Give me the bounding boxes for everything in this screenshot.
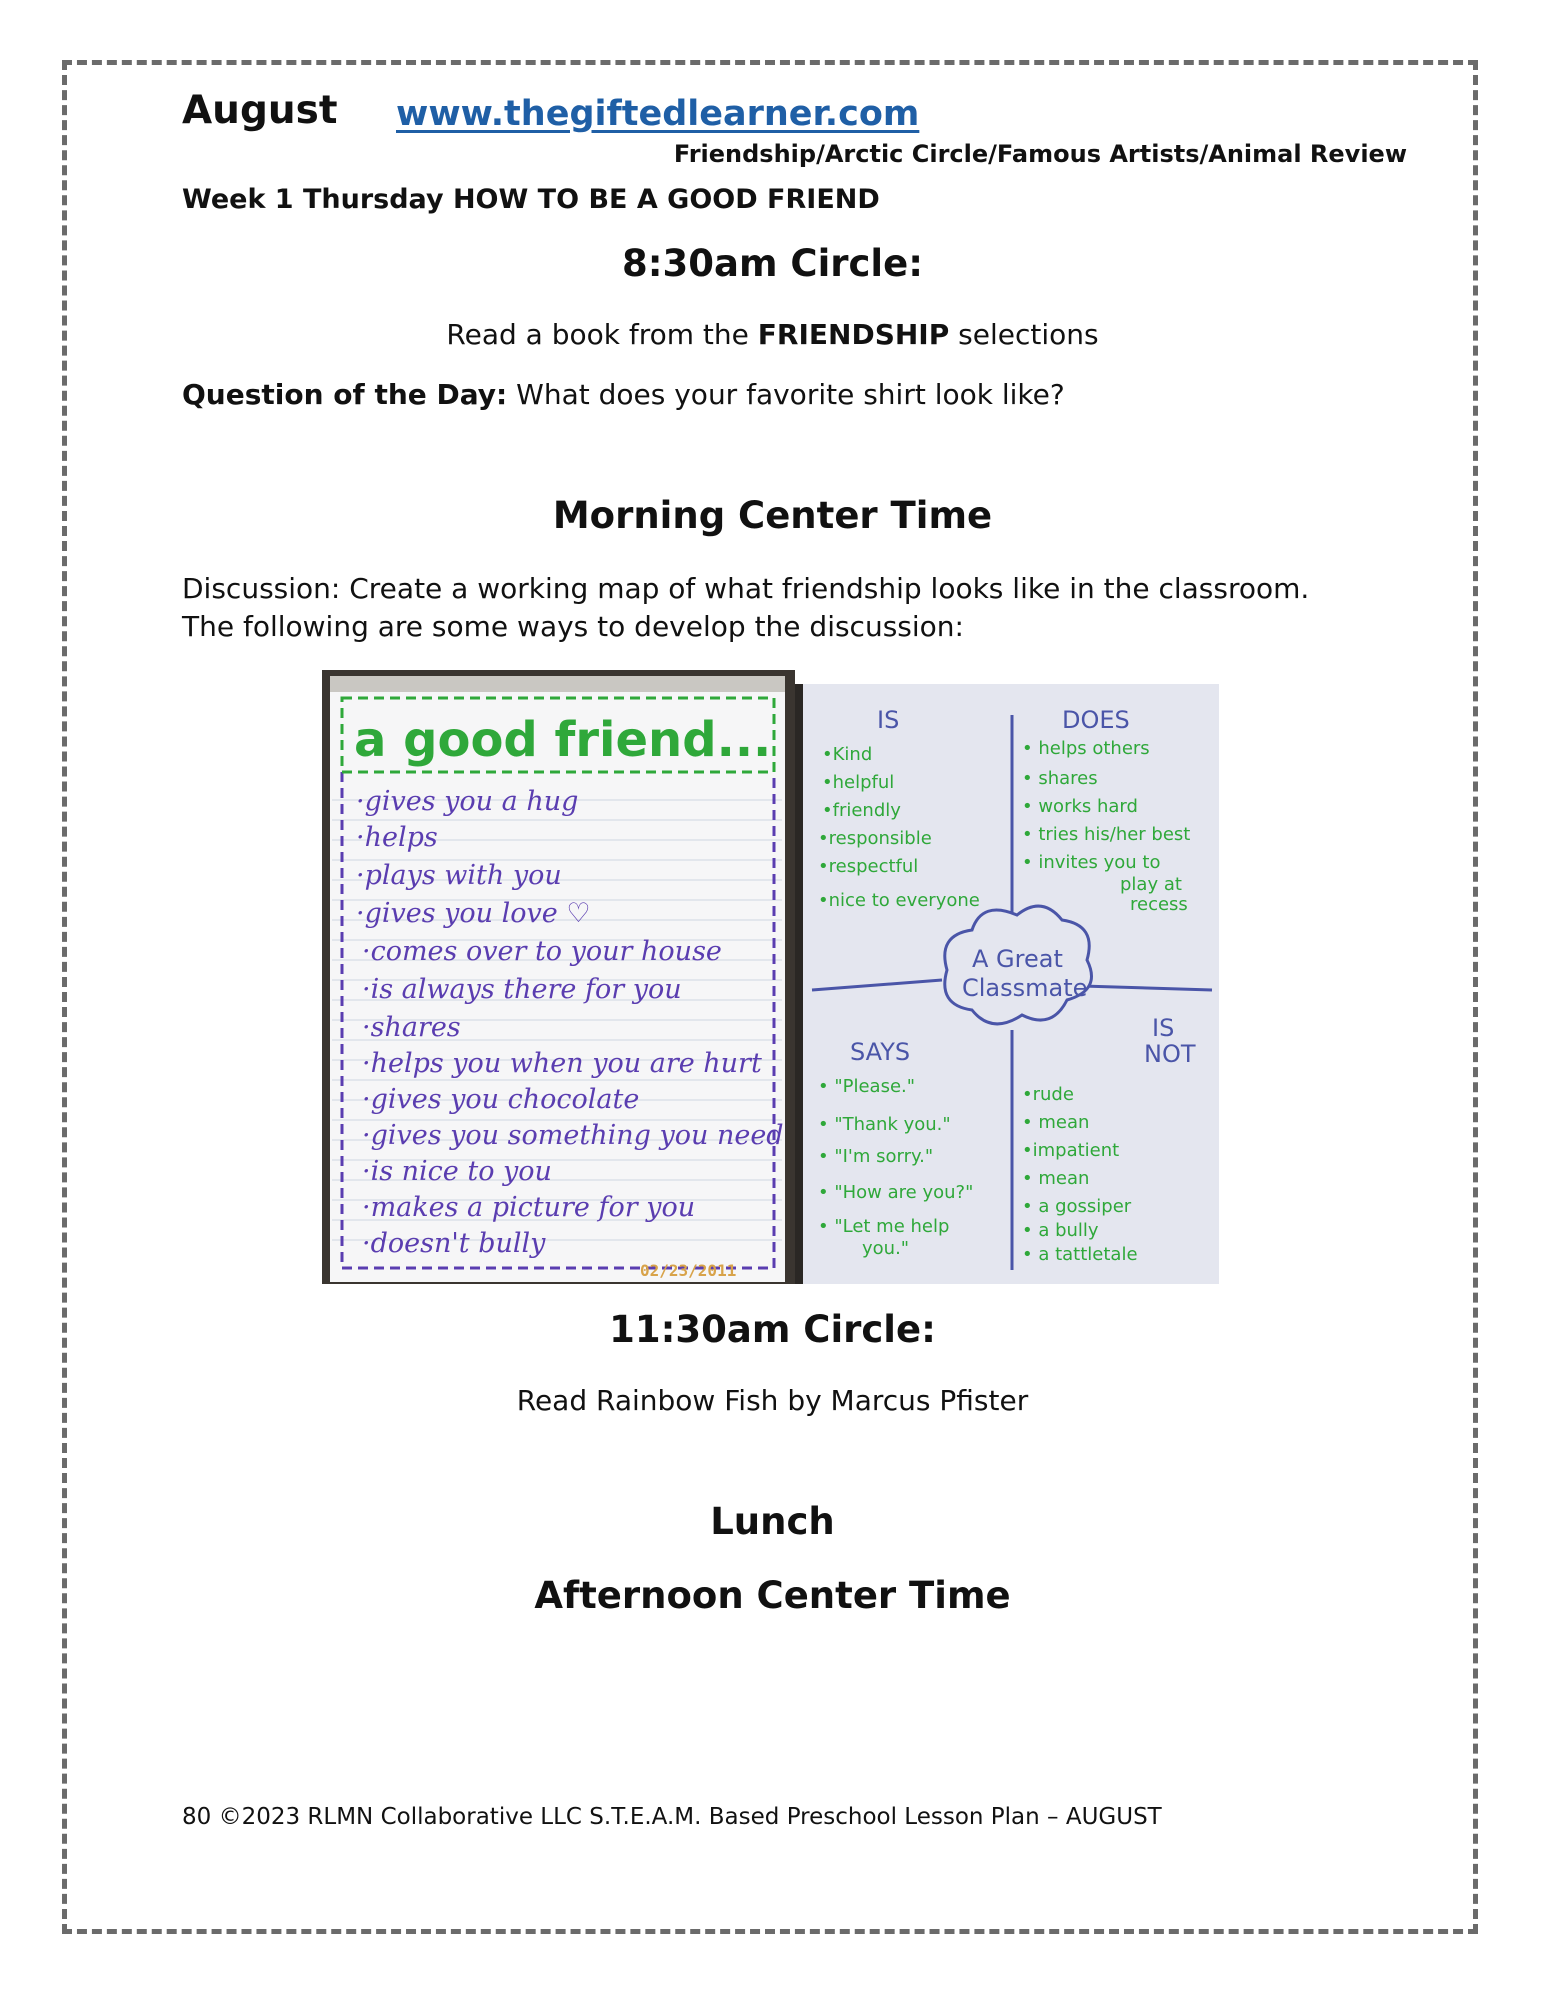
isnot-item: • a bully — [1022, 1220, 1099, 1241]
page-footer: 80 ©2023 RLMN Collaborative LLC S.T.E.A.M. Based Preschool Lesson Plan – AUGUST — [182, 1804, 1162, 1830]
isnot-item: • a gossiper — [1022, 1196, 1132, 1217]
read-bold: FRIENDSHIP — [757, 318, 950, 351]
says-item: • "Please." — [818, 1076, 916, 1097]
good-friend-item: ·gives you love ♡ — [356, 898, 591, 929]
classmate-center-label-2: Classmate — [962, 974, 1088, 1002]
month-label: August — [182, 88, 338, 133]
classmate-center-label-1: A Great — [972, 945, 1063, 973]
good-friend-item: ·gives you a hug — [356, 786, 579, 817]
is-item: •nice to everyone — [818, 890, 980, 911]
good-friend-item: ·helps you when you are hurt — [362, 1048, 762, 1079]
anchor-chart-photos — [322, 670, 1219, 1284]
says-item: • "How are you?" — [818, 1182, 974, 1203]
good-friend-item: ·is nice to you — [362, 1156, 552, 1187]
good-friend-item: ·doesn't bully — [362, 1228, 546, 1259]
does-item: • invites you to — [1022, 852, 1161, 873]
is-item: •responsible — [818, 828, 932, 849]
question-text: What does your favorite shirt look like? — [507, 378, 1065, 411]
midday-circle-heading: 11:30am Circle: — [609, 1308, 936, 1351]
isnot-item: • a tattletale — [1022, 1244, 1138, 1265]
says-item: • "Let me help — [818, 1216, 950, 1237]
does-item: • tries his/her best — [1022, 824, 1191, 845]
good-friend-item: ·shares — [362, 1012, 461, 1043]
does-item: • works hard — [1022, 796, 1138, 817]
good-friend-item: ·gives you something you need — [362, 1120, 784, 1151]
says-item: you." — [862, 1238, 910, 1259]
does-item: • shares — [1022, 768, 1098, 789]
read-suffix: selections — [949, 318, 1099, 351]
read-prefix: Read a book from the — [446, 318, 758, 351]
good-friend-item: ·plays with you — [356, 860, 562, 891]
says-heading: SAYS — [850, 1038, 911, 1066]
afternoon-center-heading: Afternoon Center Time — [534, 1574, 1011, 1617]
is-item: •helpful — [822, 772, 895, 793]
says-item: • "I'm sorry." — [818, 1146, 934, 1167]
good-friend-item: ·is always there for you — [362, 974, 682, 1005]
good-friend-item: ·comes over to your house — [362, 936, 722, 967]
does-heading: DOES — [1062, 706, 1130, 734]
isnot-item: • mean — [1022, 1168, 1090, 1189]
morning-circle-heading: 8:30am Circle: — [621, 242, 924, 285]
isnot-item: •impatient — [1022, 1140, 1120, 1161]
photo-date-stamp: 02/23/2011 — [640, 1261, 737, 1280]
does-item: play at — [1120, 874, 1182, 895]
is-item: •friendly — [822, 800, 901, 821]
is-item: •respectful — [818, 856, 919, 877]
isnot-item: •rude — [1022, 1084, 1074, 1105]
morning-circle-read — [0, 318, 1545, 351]
question-label: Question of the Day: — [182, 378, 508, 411]
website-link[interactable]: www.thegiftedlearner.com — [396, 94, 920, 134]
isnot-item: • mean — [1022, 1112, 1090, 1133]
good-friend-title: a good friend... — [354, 712, 772, 768]
good-friend-chart — [322, 670, 795, 1284]
lunch-heading: Lunch — [710, 1500, 835, 1543]
good-friend-item: ·makes a picture for you — [362, 1192, 696, 1223]
isnot-heading-1: IS — [1152, 1014, 1175, 1042]
discussion-line-2: The following are some ways to develop the discussion: — [182, 610, 964, 643]
themes-line: Friendship/Arctic Circle/Famous Artists/Animal Review — [673, 140, 1407, 168]
isnot-heading-2: NOT — [1144, 1040, 1196, 1068]
is-heading: IS — [877, 706, 900, 734]
does-item: recess — [1130, 894, 1188, 915]
discussion-text — [182, 570, 1382, 646]
question-of-the-day — [182, 378, 1065, 411]
great-classmate-chart — [795, 684, 1219, 1284]
discussion-line-1: Discussion: Create a working map of what friendship looks like in the classroom. — [182, 572, 1310, 605]
is-item: •Kind — [822, 744, 873, 765]
good-friend-item: ·helps — [356, 822, 438, 853]
does-item: • helps others — [1022, 738, 1150, 759]
morning-center-heading: Morning Center Time — [552, 494, 993, 537]
week-heading: Week 1 Thursday HOW TO BE A GOOD FRIEND — [182, 184, 880, 215]
midday-circle-read: Read Rainbow Fish by Marcus Pfister — [516, 1384, 1029, 1417]
says-item: • "Thank you." — [818, 1114, 951, 1135]
good-friend-item: ·gives you chocolate — [362, 1084, 640, 1115]
